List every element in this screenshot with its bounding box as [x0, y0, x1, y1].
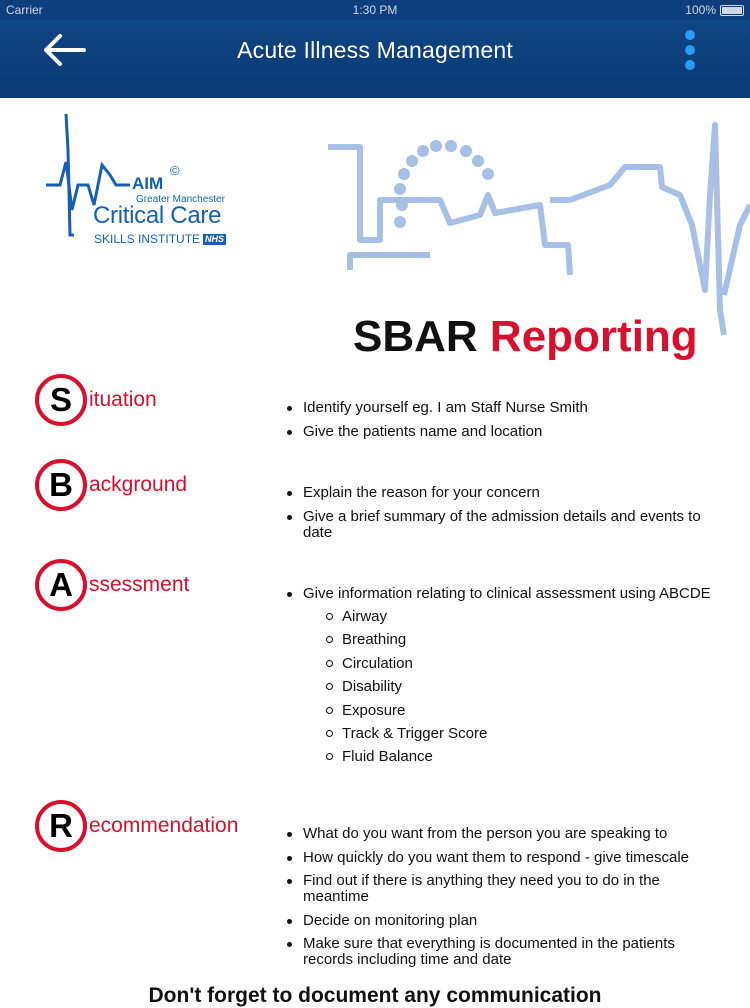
list-item: Identify yourself eg. I am Staff Nurse Smith	[303, 400, 723, 416]
section-situation	[35, 373, 157, 427]
section-background	[35, 458, 187, 512]
heading-reporting: Reporting	[489, 312, 698, 361]
footer-note: Don't forget to document any communication	[148, 984, 602, 1007]
sub-list-item: Breathing	[342, 632, 723, 648]
letter-badge-b: B	[35, 459, 87, 511]
list-item: Make sure that everything is documented in the patients records including time and date	[303, 936, 723, 968]
list-item: Find out if there is anything they need you to do in the meantime	[303, 873, 723, 905]
section-title: ssessment	[89, 573, 190, 596]
list-item: Decide on monitoring plan	[303, 913, 723, 929]
section-title: ituation	[89, 388, 157, 411]
page-title: Acute Illness Management	[237, 37, 513, 63]
logo-institute: SKILLS INSTITUTE	[94, 232, 201, 246]
aim-logo	[40, 110, 240, 250]
more-vertical-icon	[685, 30, 695, 40]
letter-badge-a: A	[35, 559, 87, 611]
battery-indicator	[685, 3, 744, 17]
logo-region: Greater Manchester	[136, 194, 225, 205]
list-item: What do you want from the person you are speaking to	[303, 826, 723, 842]
section-assessment	[35, 558, 189, 612]
sub-list-item: Fluid Balance	[342, 749, 723, 765]
section-title: ecommendation	[89, 814, 239, 837]
list-item: Give the patients name and location	[303, 424, 723, 440]
sub-list-item: Circulation	[342, 656, 723, 672]
situation-points	[303, 400, 723, 447]
abcde-sublist	[303, 609, 723, 765]
logo-aim: AIM	[132, 174, 164, 193]
city-skyline-icon	[320, 105, 750, 345]
sub-list-item: Exposure	[342, 703, 723, 719]
list-item: Give a brief summary of the admission details and events to date	[303, 509, 723, 541]
assessment-points	[303, 586, 723, 773]
logo-copyright: ©	[170, 163, 180, 178]
sub-list-item: Airway	[342, 609, 723, 625]
background-points	[303, 485, 723, 548]
sub-list-item: Disability	[342, 679, 723, 695]
list-item: How quickly do you want them to respond - give timescale	[303, 850, 723, 866]
nav-bar	[0, 20, 750, 98]
more-options-button[interactable]	[680, 26, 700, 74]
status-bar	[0, 0, 750, 20]
battery-icon	[720, 5, 744, 16]
logo-nhs: NHS	[205, 234, 225, 244]
letter-badge-r: R	[35, 800, 87, 852]
section-title: ackground	[89, 473, 188, 496]
list-item	[303, 586, 723, 765]
logo-name: Critical Care	[93, 202, 222, 229]
list-item: Explain the reason for your concern	[303, 485, 723, 501]
sbar-heading	[353, 312, 698, 362]
recommendation-points	[303, 826, 723, 976]
section-recommendation	[35, 799, 238, 853]
status-time: 1:30 PM	[352, 3, 398, 17]
sub-list-item: Track & Trigger Score	[342, 726, 723, 742]
list-item-text: Give information relating to clinical assessment using ABCDE	[303, 585, 711, 602]
heading-sbar: SBAR	[353, 312, 478, 361]
carrier-label: Carrier	[6, 3, 43, 17]
letter-badge-s: S	[35, 374, 87, 426]
battery-percent: 100%	[685, 3, 716, 17]
